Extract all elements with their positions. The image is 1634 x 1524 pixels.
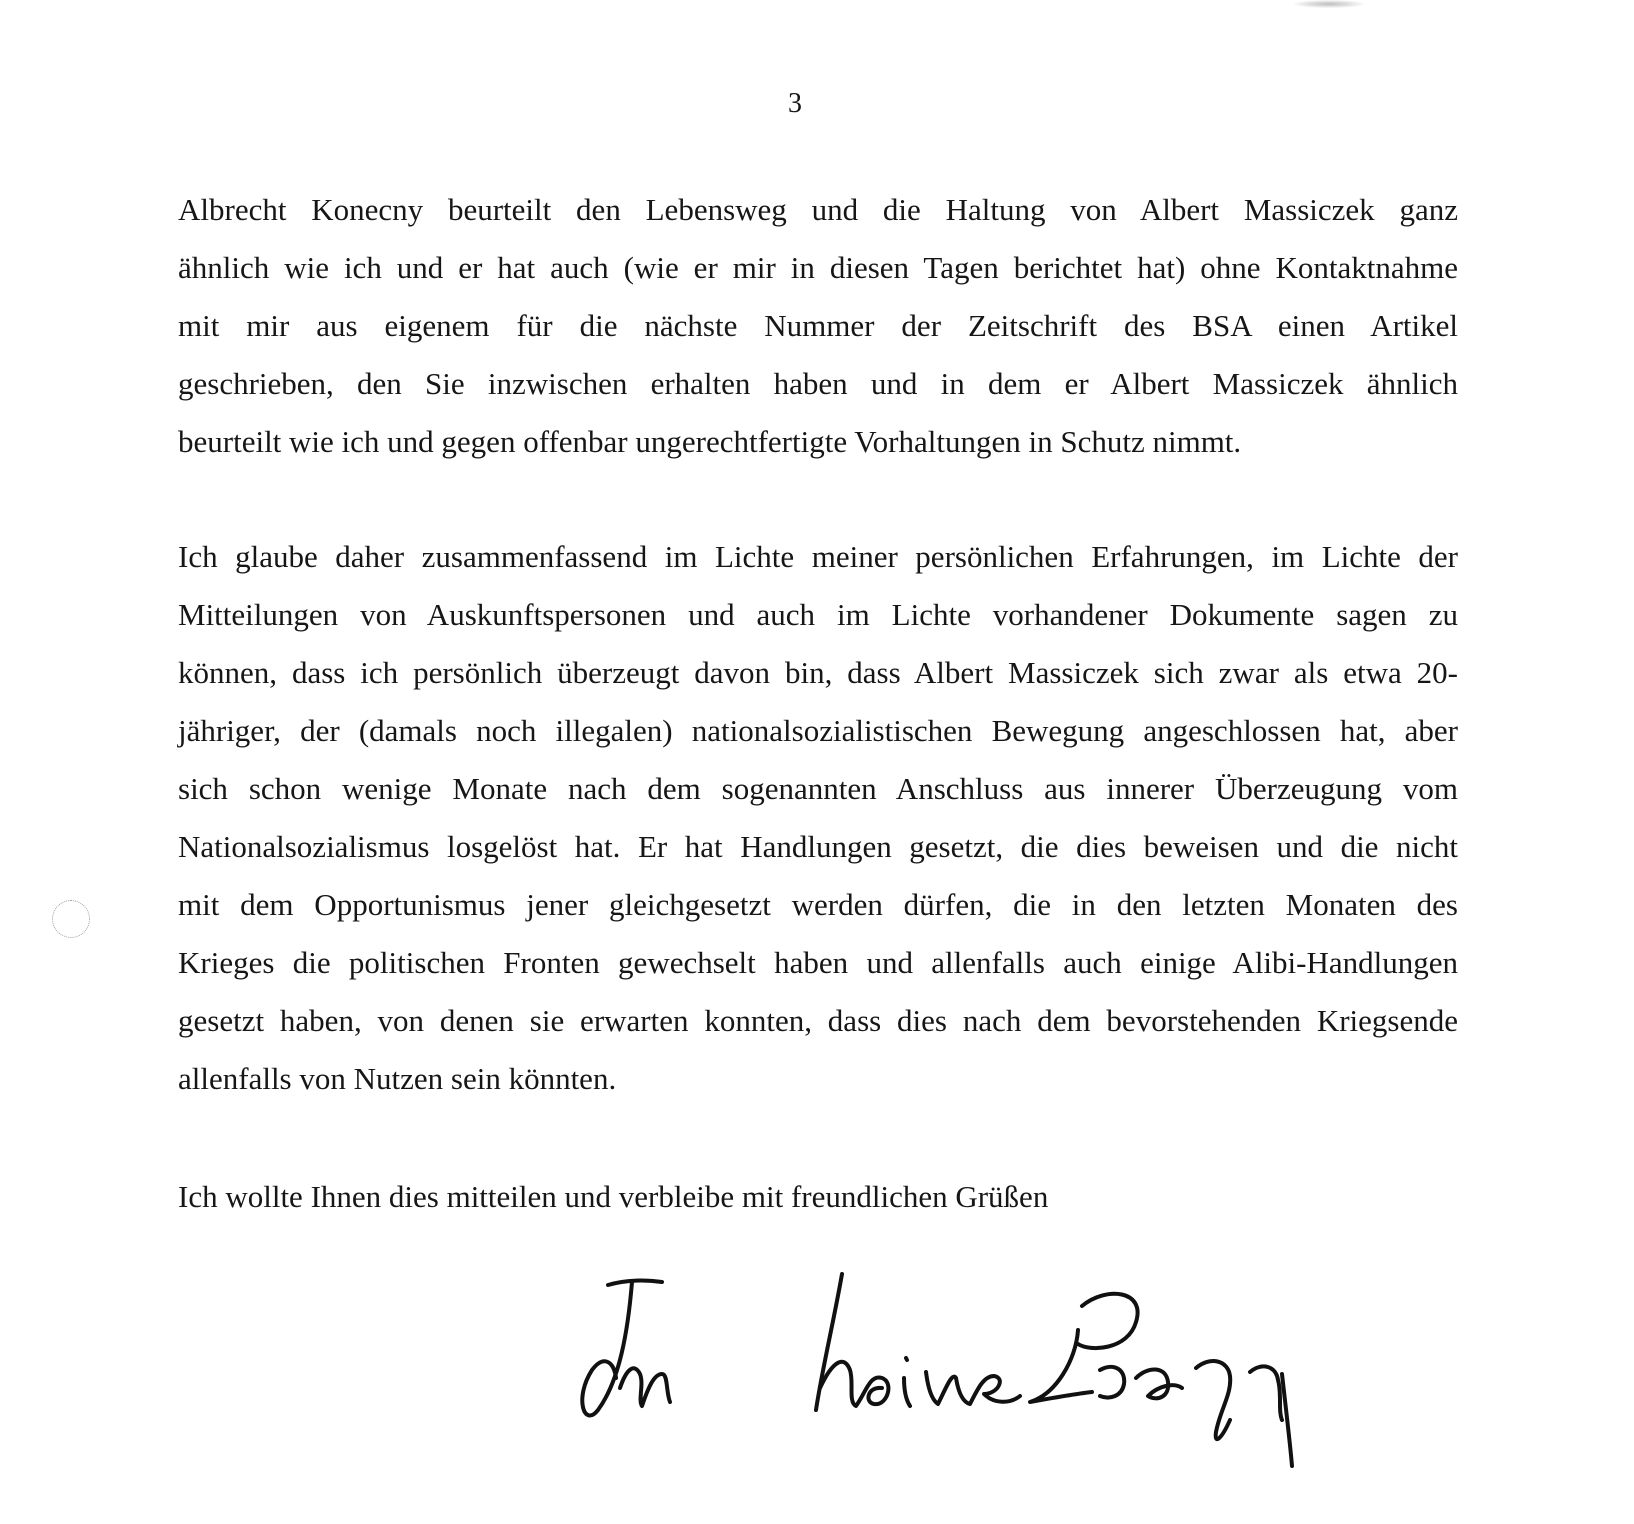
text-line: ähnlich wie ich und er hat auch (wie er mir in diesen Tagen berichtet hat) ohne Kontaktnahme [178, 250, 1458, 285]
text-line: Nationalsozialismus losgelöst hat. Er hat Handlungen gesetzt, die dies beweisen und die nicht [178, 829, 1458, 864]
text-line: beurteilt wie ich und gegen offenbar ungerechtfertigte Vorhaltungen in Schutz nimmt. [178, 424, 1242, 459]
text-line: jähriger, der (damals noch illegalen) nationalsozialistischen Bewegung angeschlossen hat, aber [178, 713, 1458, 748]
paragraph-1 [178, 181, 1458, 471]
text-line: gesetzt haben, von denen sie erwarten konnten, dass dies nach dem bevorstehenden Kriegsende [178, 1003, 1458, 1038]
text-line: mit dem Opportunismus jener gleichgesetzt werden dürfen, die in den letzten Monaten des [178, 887, 1458, 922]
text-line: allenfalls von Nutzen sein könnten. [178, 1061, 617, 1096]
closing-paragraph [178, 1168, 1458, 1226]
punch-hole-mark [52, 900, 90, 938]
text-line: Ich glaube daher zusammenfassend im Lichte meiner persönlichen Erfahrungen, im Lichte der [178, 539, 1458, 574]
text-line: Albrecht Konecny beurteilt den Lebensweg und die Haltung von Albert Massiczek ganz [178, 192, 1458, 227]
text-line: geschrieben, den Sie inzwischen erhalten haben und in dem er Albert Massiczek ähnlich [178, 366, 1458, 401]
text-line: Mitteilungen von Auskunftspersonen und auch im Lichte vorhandener Dokumente sagen zu [178, 597, 1458, 632]
text-line: sich schon wenige Monate nach dem sogenannten Anschluss aus innerer Überzeugung vom [178, 771, 1458, 806]
text-line: Krieges die politischen Fronten gewechselt haben und allenfalls auch einige Alibi-Handlungen [178, 945, 1458, 980]
closing-line: Ich wollte Ihnen dies mitteilen und verbleibe mit freundlichen Grüßen [178, 1179, 1049, 1214]
page-number: 3 [788, 88, 802, 119]
text-line: mit mir aus eigenem für die nächste Nummer der Zeitschrift des BSA einen Artikel [178, 308, 1458, 343]
text-line: können, dass ich persönlich überzeugt davon bin, dass Albert Massiczek sich zwar als etwa 20- [178, 655, 1458, 690]
handwritten-signature [570, 1270, 1350, 1470]
paragraph-2 [178, 528, 1458, 1108]
scan-smudge [1294, 0, 1364, 8]
